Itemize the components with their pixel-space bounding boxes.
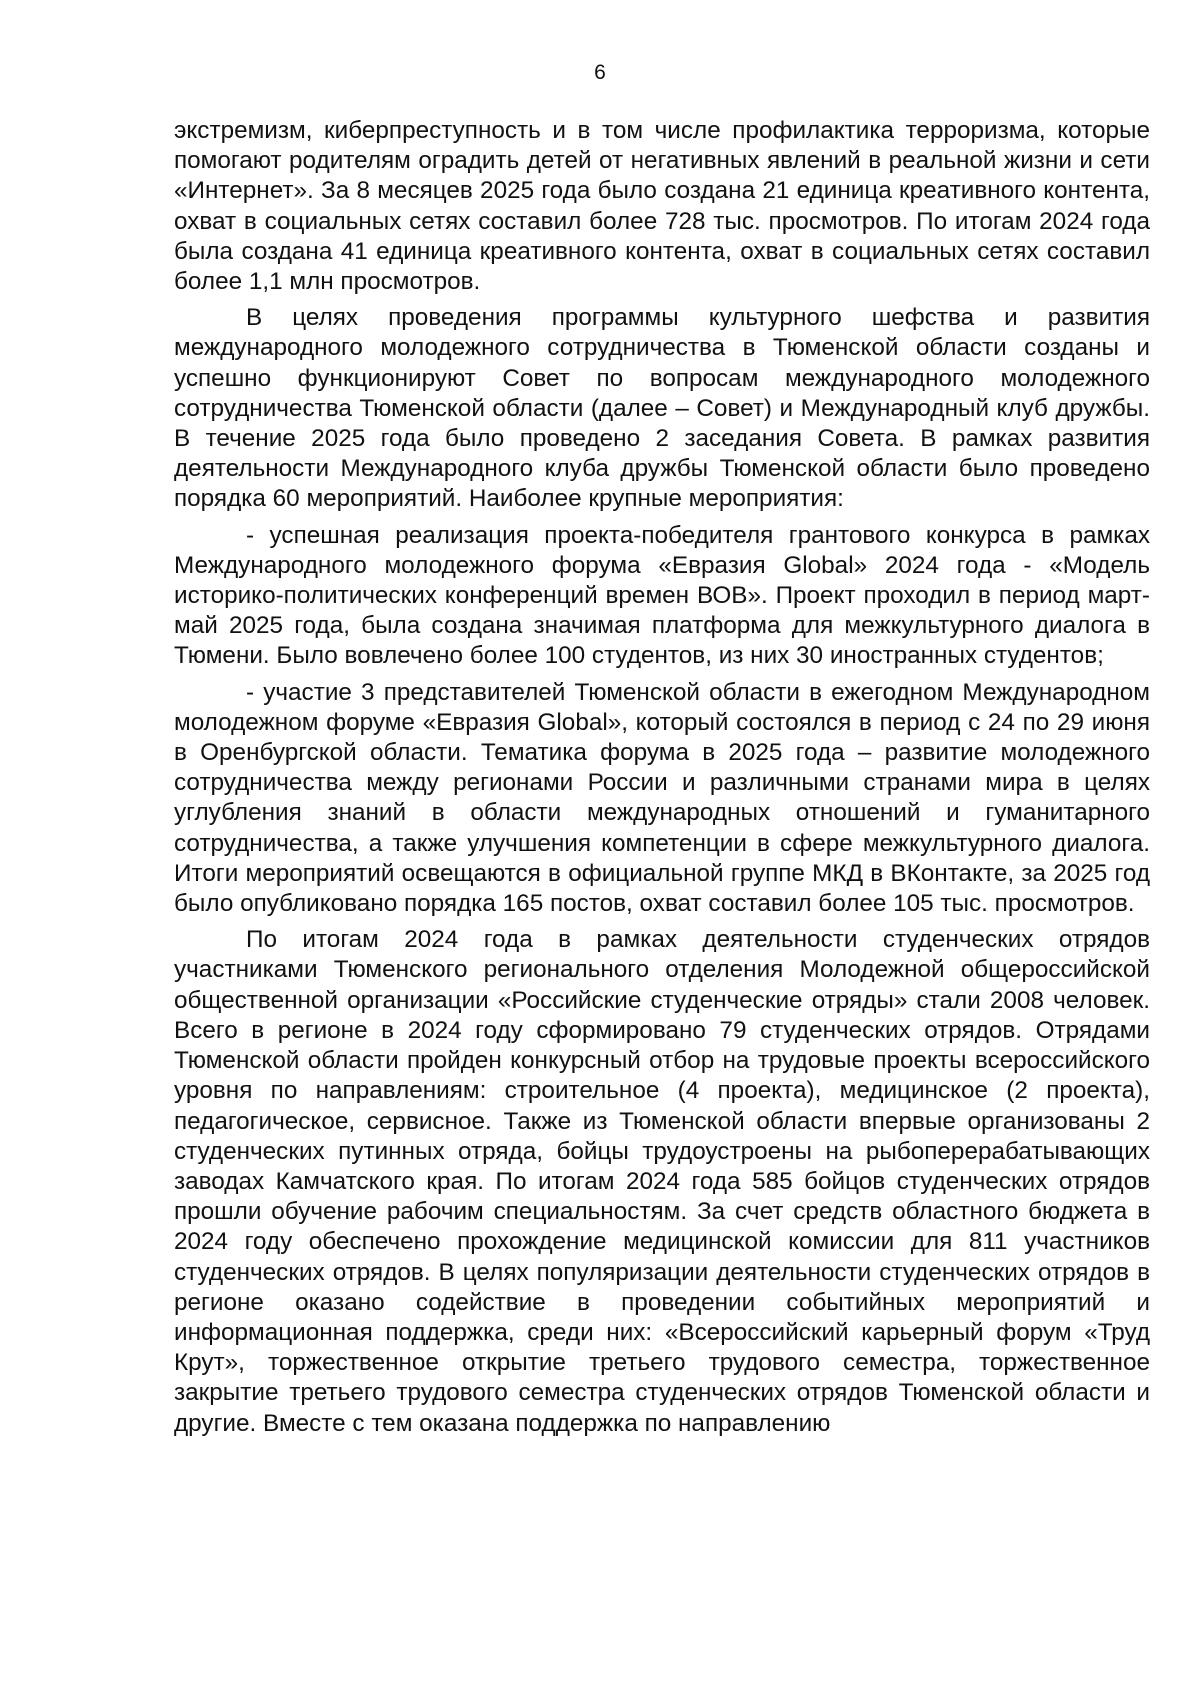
paragraph: экстремизм, киберпреступность и в том числе профилактика терроризма, которые помогают родителям оградить детей от негативных явлений в реальной жизни и сети «Интернет». За 8 месяцев 2025 года было создана 21 единица креативного контента, охват в социальных сетях составил более 728 тыс. просмотров. По итогам 2024 года была создана 41 единица креативного контента, охват в социальных сетях составил более 1,1 млн просмотров. <box>174 117 1150 296</box>
paragraph: По итогам 2024 года в рамках деятельности студенческих отрядов участниками Тюменского регионального отделения Молодежной общероссийской общественной организации «Российские студенческие отряды» стали 2008 человек. Всего в регионе в 2024 году сформировано 79 студенческих отрядов. Отрядами Тюменской области пройден конкурсный отбор на трудовые проекты всероссийского уровня по направлениям: строительное (4 проекта), медицинское (2 проекта), педагогическое, сервисное. Также из Тюменской области впервые организованы 2 студенческих путинных отряда, бойцы трудоустроены на рыбоперерабатывающих заводах Камчатского края. По итогам 2024 года 585 бойцов студенческих отрядов прошли обучение рабочим специальностям. За счет средств областного бюджета в 2024 году обеспечено прохождение медицинской комиссии для 811 участников студенческих отрядов. В целях популяризации деятельности студенческих отрядов в регионе оказано содействие в проведении событийных мероприятий и информационная поддержка, среди них: «Всероссийский карьерный форум «Труд Крут», торжественное открытие третьего трудового семестра, торжественное закрытие третьего трудового семестра студенческих отрядов Тюменской области и другие. Вместе с тем оказана поддержка по направлению <box>174 926 1150 1437</box>
page-number: 6 <box>594 61 606 84</box>
list-item-paragraph: - успешная реализация проекта-победителя грантового конкурса в рамках Международного молодежного форума «Евразия Global» 2024 года - «Модель историко-политических конференций времен ВОВ». Проект проходил в период март-май 2025 года, была создана значимая платформа для межкультурного диалога в Тюмени. Было вовлечено более 100 студентов, из них 30 иностранных студентов; <box>174 521 1150 670</box>
paragraph: В целях проведения программы культурного шефства и развития международного молодежного сотрудничества в Тюменской области созданы и успешно функционируют Совет по вопросам международного молодежного сотрудничества Тюменской области (далее – Совет) и Международный клуб дружбы. В течение 2025 года было проведено 2 заседания Совета. В рамках развития деятельности Международного клуба дружбы Тюменской области было проведено порядка 60 мероприятий. Наиболее крупные мероприятия: <box>174 304 1150 513</box>
document-body <box>174 116 1150 1445</box>
list-item-paragraph: - участие 3 представителей Тюменской области в ежегодном Международном молодежном форуме «Евразия Global», который состоялся в период с 24 по 29 июня в Оренбургской области. Тематика форума в 2025 года – развитие молодежного сотрудничества между регионами России и различными странами мира в целях углубления знаний в области международных отношений и гуманитарного сотрудничества, а также улучшения компетенции в сфере межкультурного диалога. Итоги мероприятий освещаются в официальной группе МКД в ВКонтакте, за 2025 год было опубликовано порядка 165 постов, охват составил более 105 тыс. просмотров. <box>174 678 1150 918</box>
